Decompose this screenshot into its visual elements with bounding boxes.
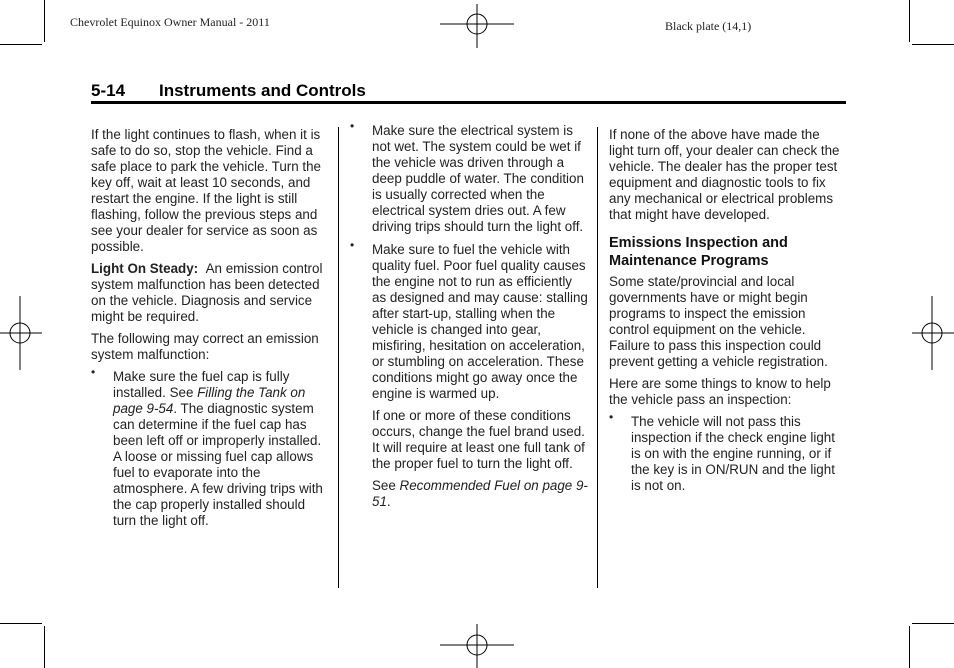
bullet-icon: •	[350, 238, 355, 252]
crop-mark	[912, 623, 954, 624]
registration-mark-top	[440, 4, 514, 48]
crop-mark	[44, 0, 45, 42]
cross-reference: Filling the Tank on page 9-54	[113, 385, 306, 416]
registration-mark-right	[912, 296, 954, 370]
crop-mark	[0, 623, 42, 624]
paragraph	[91, 261, 327, 325]
section-heading: Emissions Inspection and Maintenance Programs	[609, 235, 788, 269]
registration-mark-left	[0, 296, 42, 370]
paragraph	[350, 478, 588, 510]
crop-mark	[909, 626, 910, 668]
crop-mark	[909, 0, 910, 42]
column-3	[609, 127, 847, 500]
crop-mark	[44, 626, 45, 668]
paragraph: If the light continues to flash, when it is safe to do so, stop the vehicle. Find a safe place to park the vehicle. Turn the key off, wait at least 10 seconds, and restart the engine. If the light is still flashing, follow the previous steps and see your dealer for service as soon as possible.	[91, 127, 322, 254]
manual-title: Chevrolet Equinox Owner Manual - 2011	[70, 15, 270, 29]
text: See	[372, 478, 400, 493]
list-item-text: . The diagnostic system can determine if the fuel cap has been left off or improperly installed. A loose or missing fuel cap allows fuel to evaporate into the atmosphere. A few driving trips with the cap properly installed should turn the light off.	[113, 401, 323, 528]
bullet-icon: •	[350, 119, 355, 133]
list-item-text: Make sure to fuel the vehicle with quality fuel. Poor fuel quality causes the engine not to run as efficiently as designed and may cause: stalling after start-up, stalling when the vehicle is changed into gear, misfiring, hesitation on acceleration, or stumbling on acceleration. These conditions might go away once the engine is warmed up.	[372, 242, 588, 401]
paragraph: If none of the above have made the light turn off, your dealer can check the vehicle. The dealer has the proper test equipment and diagnostic tools to fix any mechanical or electrical problems that might have developed.	[609, 127, 840, 222]
cross-reference: Recommended Fuel on page 9-51	[372, 478, 588, 509]
list-item	[609, 410, 847, 494]
term-text: An emission control system malfunction has been detected on the vehicle. Diagnosis and service might be required.	[91, 261, 323, 324]
list-item-text: The vehicle will not pass this inspection if the check engine light is on with the engine running, or if the key is in ON/RUN and the light is not on.	[631, 414, 835, 493]
list-item	[350, 238, 588, 402]
column-divider	[597, 127, 598, 588]
list-item-text: Make sure the electrical system is not wet. The system could be wet if the vehicle was driven through a deep puddle of water. The condition is usually corrected when the electrical system dries out. A few driving trips should turn the light off.	[372, 123, 584, 234]
crop-mark	[0, 44, 42, 45]
section-title: Instruments and Controls	[159, 81, 366, 100]
term-label: Light On Steady:	[91, 261, 199, 276]
paragraph: Some state/provincial and local governments have or might begin programs to inspect the emission control equipment on the vehicle. Failure to pass this inspection could prevent getting a vehicle registration.	[609, 274, 828, 369]
list-item-text: Make sure the fuel cap is fully installed. See	[113, 369, 290, 400]
registration-mark-bottom	[440, 624, 514, 668]
text: .	[386, 494, 391, 509]
paragraph: Here are some things to know to help the vehicle pass an inspection:	[609, 376, 831, 407]
header-rule	[91, 101, 846, 104]
list-item	[91, 365, 327, 529]
crop-mark	[912, 44, 954, 45]
bullet-icon: •	[609, 410, 614, 424]
column-2	[350, 119, 588, 516]
list-item	[350, 119, 588, 235]
column-1	[91, 127, 327, 535]
paragraph: If one or more of these conditions occurs, change the fuel brand used. It will require at least one full tank of the proper fuel to turn the light off.	[372, 408, 585, 471]
page-number: 5-14	[91, 81, 126, 100]
bullet-icon: •	[91, 365, 96, 379]
column-divider	[338, 127, 339, 588]
paragraph: The following may correct an emission system malfunction:	[91, 331, 319, 362]
plate-info: Black plate (14,1)	[665, 19, 752, 33]
running-head	[91, 81, 846, 101]
